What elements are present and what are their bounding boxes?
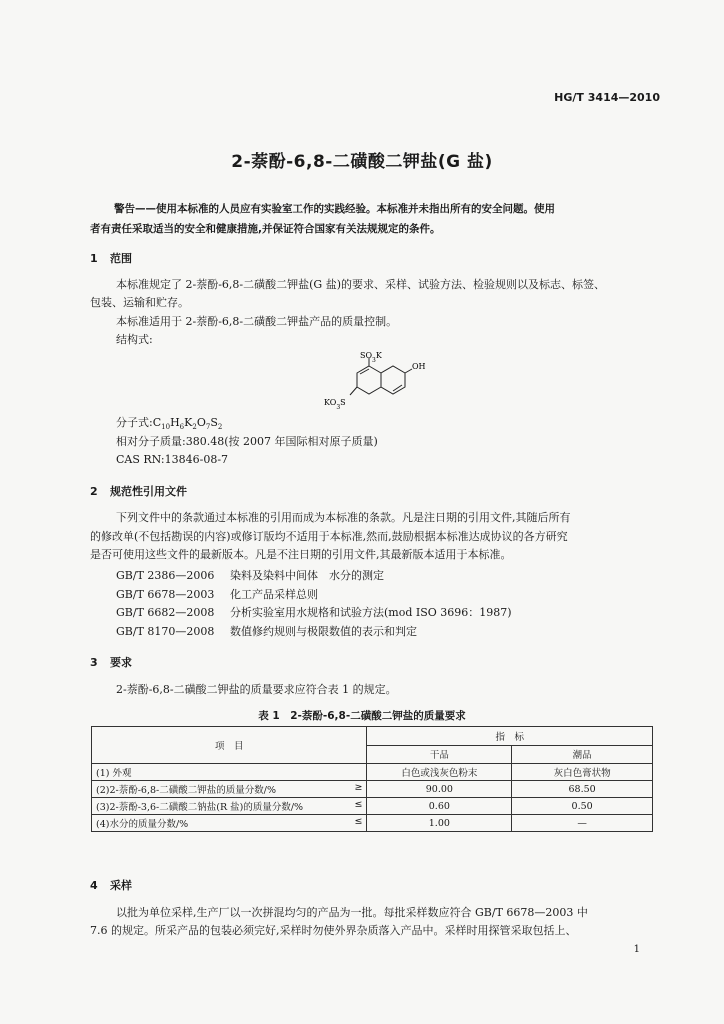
page-number: 1 [633, 944, 640, 955]
item-header: 项 目 [92, 727, 367, 764]
dry-value: 90.00 [367, 781, 512, 798]
section-number: 2 [90, 485, 98, 498]
warning-line-2: 者有责任采取适当的安全和健康措施,并保证符合国家有关法规规定的条件。 [90, 223, 441, 235]
reference-code: GB/T 8170—2008 [116, 625, 215, 638]
comparison-symbol: ≥ [354, 782, 363, 793]
reference-title: 染料及染料中间体 水分的测定 [230, 569, 384, 582]
dry-value: 0.60 [367, 798, 512, 815]
row-item-text: (1) 外观 [96, 768, 132, 779]
reference-item [116, 586, 318, 602]
table-row [92, 781, 653, 798]
section-number: 3 [90, 656, 98, 669]
formula-label: 分子式: [116, 416, 153, 429]
refs-intro-line-3: 是否可使用这些文件的最新版本。凡是不注日期的引用文件,其最新版本适用于本标准。 [90, 548, 512, 561]
requirements-text: 2-萘酚-6,8-二磺酸二钾盐的质量要求应符合表 1 的规定。 [116, 683, 397, 696]
comparison-symbol: ≤ [354, 799, 363, 810]
row-item [92, 815, 367, 832]
wet-value: 68.50 [512, 781, 653, 798]
sulfonate-top-label: $SO_3K$ [360, 352, 382, 364]
section-2-heading [90, 483, 187, 499]
structure-label: 结构式: [116, 333, 153, 346]
reference-title: 化工产品采样总则 [230, 588, 318, 601]
warning-paragraph [90, 199, 660, 239]
reference-code: GB/T 6682—2008 [116, 606, 215, 619]
row-item [92, 764, 367, 781]
reference-item [116, 604, 512, 620]
wet-value: 0.50 [512, 798, 653, 815]
reference-title: 数值修约规则与极限数值的表示和判定 [230, 625, 417, 638]
reference-item [116, 623, 417, 639]
scope-line-1: 本标准规定了 2-萘酚-6,8-二磺酸二钾盐(G 盐)的要求、采样、试验方法、检验规则以及标志、标签、 [116, 278, 606, 291]
dry-value: 1.00 [367, 815, 512, 832]
comparison-symbol: ≤ [354, 816, 363, 827]
table-caption: 表 1 2-萘酚-6,8-二磺酸二钾盐的质量要求 [258, 710, 466, 722]
row-item-text: (4)水分的质量分数/% [96, 819, 189, 830]
scope-line-2: 包装、运输和贮存。 [90, 296, 189, 309]
wet-value: 灰白色膏状物 [512, 764, 653, 781]
quality-requirements-table [91, 726, 653, 832]
document-title: 2-萘酚-6,8-二磺酸二钾盐(G 盐) [231, 152, 493, 172]
section-title: 范围 [110, 252, 132, 265]
section-number: 1 [90, 252, 98, 265]
table-row [92, 798, 653, 815]
hydroxyl-label: OH [412, 362, 426, 371]
section-title: 采样 [110, 879, 132, 892]
wet-value: — [512, 815, 653, 832]
row-item-text: (3)2-萘酚-3,6-二磺酸二钠盐(R 盐)的质量分数/% [96, 802, 304, 813]
dry-value: 白色或浅灰色粉末 [367, 764, 512, 781]
section-number: 4 [90, 879, 98, 892]
section-title: 规范性引用文件 [110, 485, 187, 498]
index-header: 指 标 [367, 727, 653, 746]
warning-line-1: 警告——使用本标准的人员应有实验室工作的实践经验。本标准并未指出所有的安全问题。使用 [114, 203, 555, 215]
section-4-heading [90, 877, 132, 893]
section-1-heading [90, 250, 132, 266]
reference-title: 分析实验室用水规格和试验方法(mod ISO 3696：1987) [230, 606, 512, 619]
cas-number: CAS RN:13846-08-7 [116, 453, 229, 466]
row-item-text: (2)2-萘酚-6,8-二磺酸二钾盐的质量分数/% [96, 785, 276, 796]
formula-value: $C_{10}H_6K_2O_7S_2$ [152, 416, 223, 432]
sampling-line-1: 以批为单位采样,生产厂以一次拼混均匀的产品为一批。每批采样数应符合 GB/T 6678—2003 中 [116, 906, 588, 919]
refs-intro-line-1: 下列文件中的条款通过本标准的引用而成为本标准的条款。凡是注日期的引用文件,其随后所有 [116, 511, 571, 524]
chemical-structure-diagram [320, 352, 430, 414]
reference-code: GB/T 6678—2003 [116, 588, 215, 601]
table-row [92, 764, 653, 781]
dry-header: 干品 [367, 745, 512, 764]
table-row [92, 815, 653, 832]
reference-item [116, 567, 384, 583]
standard-number: HG/T 3414—2010 [554, 91, 660, 104]
reference-code: GB/T 2386—2006 [116, 569, 215, 582]
sulfonate-left-label: $KO_3S$ [324, 398, 346, 411]
row-item [92, 798, 367, 815]
scope-applicability: 本标准适用于 2-萘酚-6,8-二磺酸二钾盐产品的质量控制。 [116, 315, 398, 328]
section-3-heading [90, 654, 132, 670]
wet-header: 潮品 [512, 745, 653, 764]
row-item [92, 781, 367, 798]
molecular-weight: 相对分子质量:380.48(按 2007 年国际相对原子质量) [116, 435, 378, 448]
refs-intro-line-2: 的修改单(不包括勘误的内容)或修订版均不适用于本标准,然而,鼓励根据本标准达成协议的各方研究 [90, 530, 568, 543]
sampling-line-2: 7.6 的规定。所采产品的包装必须完好,采样时勿使外界杂质落入产品中。采样时用探管采取包括上、 [90, 924, 577, 937]
section-title: 要求 [110, 656, 132, 669]
